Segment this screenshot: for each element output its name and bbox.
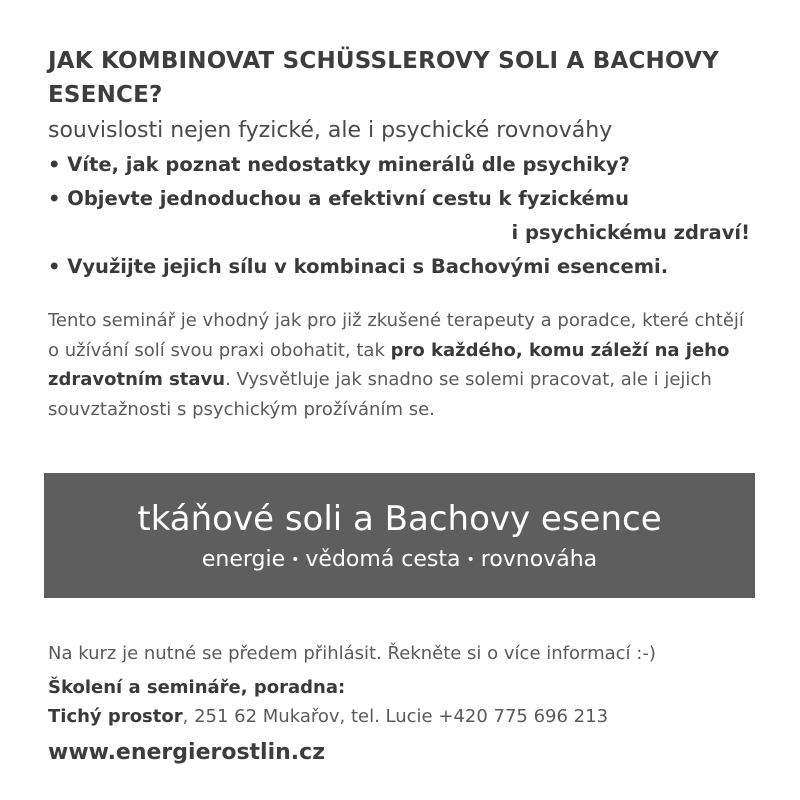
list-item-continuation: i psychickému zdraví! — [511, 221, 750, 244]
address-text: , 251 62 Mukařov, tel. Lucie +420 775 696 213 — [182, 706, 609, 727]
tagline-item: vědomá cesta — [305, 547, 461, 572]
tagline-item: energie — [201, 547, 286, 572]
banner-tagline — [44, 545, 755, 575]
page-subtitle: souvislosti nejen fyzické, ale i psychické rovnováhy — [48, 118, 613, 143]
list-item: • Využijte jejich sílu v kombinaci s Bachovými esencemi. — [48, 255, 669, 278]
description-text: . Vysvětluje jak snadno se solemi pracovat, ale i jejich souvztažnosti s psychickým prožíváním se. — [48, 369, 712, 420]
tagline-item: rovnováha — [480, 547, 598, 572]
contact-address — [48, 703, 608, 731]
bullet-separator-icon: • — [466, 552, 475, 568]
bullet-separator-icon: • — [291, 552, 300, 568]
website-link[interactable]: www.energierostlin.cz — [48, 740, 326, 765]
list-item: • Víte, jak poznat nedostatky minerálů dle psychiky? — [48, 153, 630, 176]
place-name: Tichý prostor — [48, 706, 183, 727]
promo-banner — [44, 473, 755, 598]
description-text: Tento seminář je vhodný jak pro již zkušené terapeuty a poradce, které chtějí o užívání solí svou praxi obohatit, tak — [48, 310, 744, 361]
banner-title: tkáňové soli a Bachovy esence — [137, 499, 662, 539]
list-item: • Objevte jednoduchou a efektivní cestu k fyzickému — [48, 187, 629, 210]
benefit-list — [48, 148, 768, 284]
seminar-description — [48, 306, 758, 424]
page-title: JAK KOMBINOVAT SCHÜSSLEROVY SOLI A BACHOVY ESENCE? — [48, 48, 719, 108]
description-emphasis: pro každého, komu záleží na jeho zdravotním stavu — [48, 339, 730, 390]
organization-label: Školení a semináře, poradna: — [48, 677, 346, 698]
registration-note: Na kurz je nutné se předem přihlásit. Řekněte si o více informací :-) — [48, 643, 656, 664]
